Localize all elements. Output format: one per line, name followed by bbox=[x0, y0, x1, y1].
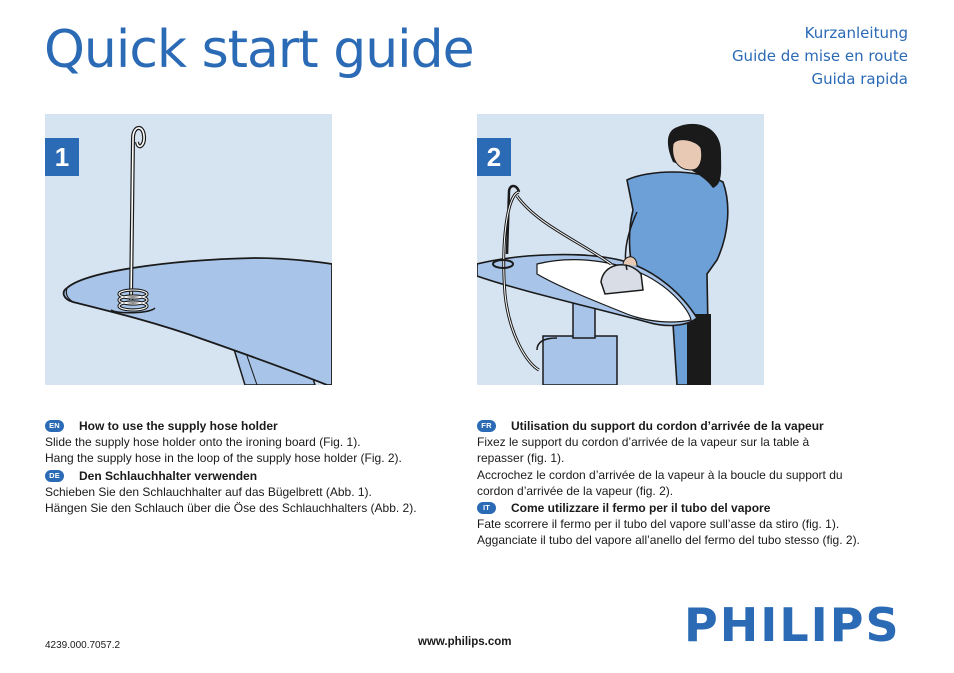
section-body bbox=[477, 516, 907, 548]
language-badge-fr: FR bbox=[477, 420, 496, 432]
instructions-right-column bbox=[477, 418, 907, 550]
translated-titles bbox=[732, 22, 908, 91]
language-badge-en: EN bbox=[45, 420, 64, 432]
language-badge-de: DE bbox=[45, 470, 64, 482]
instruction-line: Schieben Sie den Schlauchhalter auf das Bügelbrett (Abb. 1). bbox=[45, 484, 372, 499]
heading-text: Come utilizzare il fermo per il tubo del vapore bbox=[511, 501, 771, 516]
heading-text: How to use the supply hose holder bbox=[79, 419, 278, 433]
section-german bbox=[45, 468, 445, 517]
ironing-board-hose-holder-illustration bbox=[45, 114, 332, 385]
subtitle-french: Guide de mise en route bbox=[731, 47, 908, 65]
section-heading bbox=[45, 468, 445, 484]
section-body bbox=[45, 484, 445, 516]
instruction-line: repasser (fig. 1). bbox=[477, 451, 565, 466]
figure-1 bbox=[45, 114, 332, 385]
subtitle-german: Kurzanleitung bbox=[804, 24, 908, 42]
subtitle-italian: Guida rapida bbox=[811, 70, 908, 88]
section-heading bbox=[477, 500, 907, 516]
page-title: Quick start guide bbox=[44, 20, 474, 80]
instruction-line: cordon d’arrivée de la vapeur (fig. 2). bbox=[477, 483, 674, 498]
woman-ironing-illustration bbox=[477, 114, 764, 385]
heading-text: Den Schlauchhalter verwenden bbox=[79, 468, 258, 483]
instruction-line: Fixez le support du cordon d’arrivée de la vapeur sur la table à bbox=[477, 435, 810, 450]
figure-2 bbox=[477, 114, 764, 385]
instruction-line: Accrochez le cordon d’arrivée de la vapeur à la boucle du support du bbox=[477, 467, 843, 482]
section-heading bbox=[45, 418, 445, 434]
section-italian bbox=[477, 500, 907, 549]
section-body bbox=[45, 434, 445, 466]
figure-number-badge: 1 bbox=[45, 138, 79, 176]
instruction-line: Hängen Sie den Schlauch über die Öse des Schlauchhalters (Abb. 2). bbox=[45, 501, 417, 516]
brand-wordmark: PHILIPS bbox=[684, 601, 901, 649]
instruction-line: Hang the supply hose in the loop of the supply hose holder (Fig. 2). bbox=[45, 451, 402, 466]
document-number: 4239.000.7057.2 bbox=[45, 640, 121, 651]
section-french bbox=[477, 418, 907, 499]
figure-number-badge: 2 bbox=[477, 138, 511, 176]
philips-logo bbox=[684, 601, 914, 649]
instruction-line: Fate scorrere il fermo per il tubo del vapore sull’asse da stiro (fig. 1). bbox=[477, 517, 840, 532]
section-body bbox=[477, 434, 907, 499]
section-english bbox=[45, 418, 445, 467]
instruction-line: Agganciate il tubo del vapore all’anello del fermo del tubo stesso (fig. 2). bbox=[477, 533, 860, 548]
section-heading bbox=[477, 418, 907, 434]
instruction-line: Slide the supply hose holder onto the ironing board (Fig. 1). bbox=[45, 435, 361, 450]
language-badge-it: IT bbox=[477, 502, 496, 514]
instructions-left-column bbox=[45, 418, 445, 517]
heading-text: Utilisation du support du cordon d’arrivée de la vapeur bbox=[511, 419, 824, 433]
website-link[interactable]: www.philips.com bbox=[418, 636, 512, 648]
